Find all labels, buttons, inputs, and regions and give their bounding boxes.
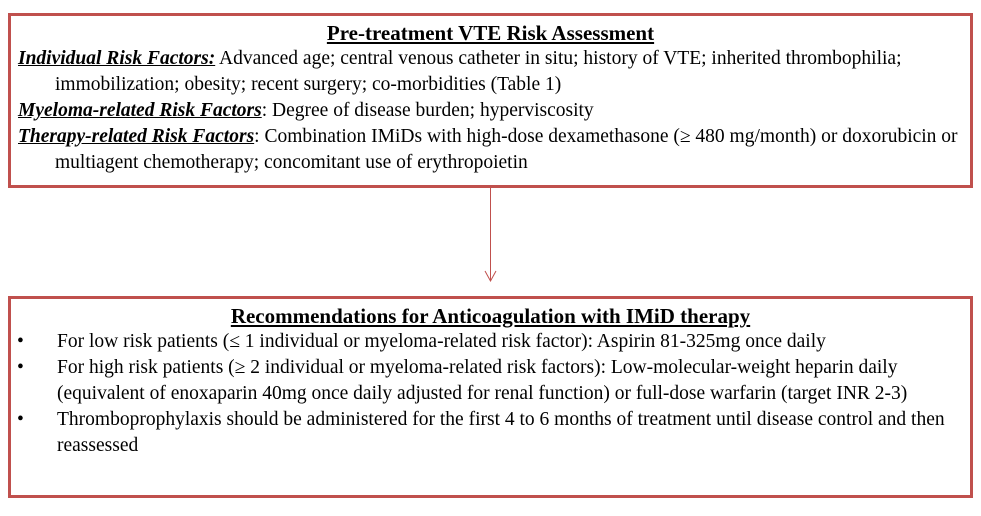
connector-line <box>490 188 491 280</box>
myeloma-risk-text: : Degree of disease burden; hyperviscosity <box>261 100 594 121</box>
risk-assessment-box <box>8 13 973 188</box>
therapy-risk-label: Therapy-related Risk Factors <box>18 126 255 147</box>
therapy-risk-factors <box>18 124 970 176</box>
list-item <box>11 329 970 355</box>
recommendation-high-risk: For high risk patients (≥ 2 individual or myeloma-related risk factors): Low-molecular-weight heparin daily (equivalent of enoxaparin 40mg once daily adjusted for renal function) or full-dose warfarin (target INR 2-3) <box>57 357 908 404</box>
list-item <box>11 407 970 459</box>
recommendations-box <box>8 296 973 498</box>
recommendation-duration: Thromboprophylaxis should be administered for the first 4 to 6 months of treatment until disease control and then reassessed <box>57 409 945 456</box>
individual-risk-label: Individual Risk Factors: <box>18 48 216 69</box>
bullet-icon: • <box>17 357 24 378</box>
individual-risk-text: Advanced age; central venous catheter in situ; history of VTE; inherited thrombophilia; immobilization; obesity; recent surgery; co-morbidities (Table 1) <box>55 48 902 95</box>
recommendations-title: Recommendations for Anticoagulation with IMiD therapy <box>230 304 751 328</box>
arrow-down-icon <box>484 270 497 282</box>
list-item <box>11 355 970 407</box>
risk-assessment-title: Pre-treatment VTE Risk Assessment <box>326 21 655 45</box>
myeloma-risk-label: Myeloma-related Risk Factors <box>18 100 262 121</box>
recommendation-low-risk: For low risk patients (≤ 1 individual or myeloma-related risk factor): Aspirin 81-325mg once daily <box>57 331 826 352</box>
myeloma-risk-factors <box>18 98 970 124</box>
bullet-icon: • <box>17 409 24 430</box>
therapy-risk-text: : Combination IMiDs with high-dose dexamethasone (≥ 480 mg/month) or doxorubicin or multiagent chemotherapy; concomitant use of erythropoietin <box>55 126 958 173</box>
recommendations-list <box>11 329 970 459</box>
bullet-icon: • <box>17 331 24 352</box>
individual-risk-factors <box>18 46 970 98</box>
